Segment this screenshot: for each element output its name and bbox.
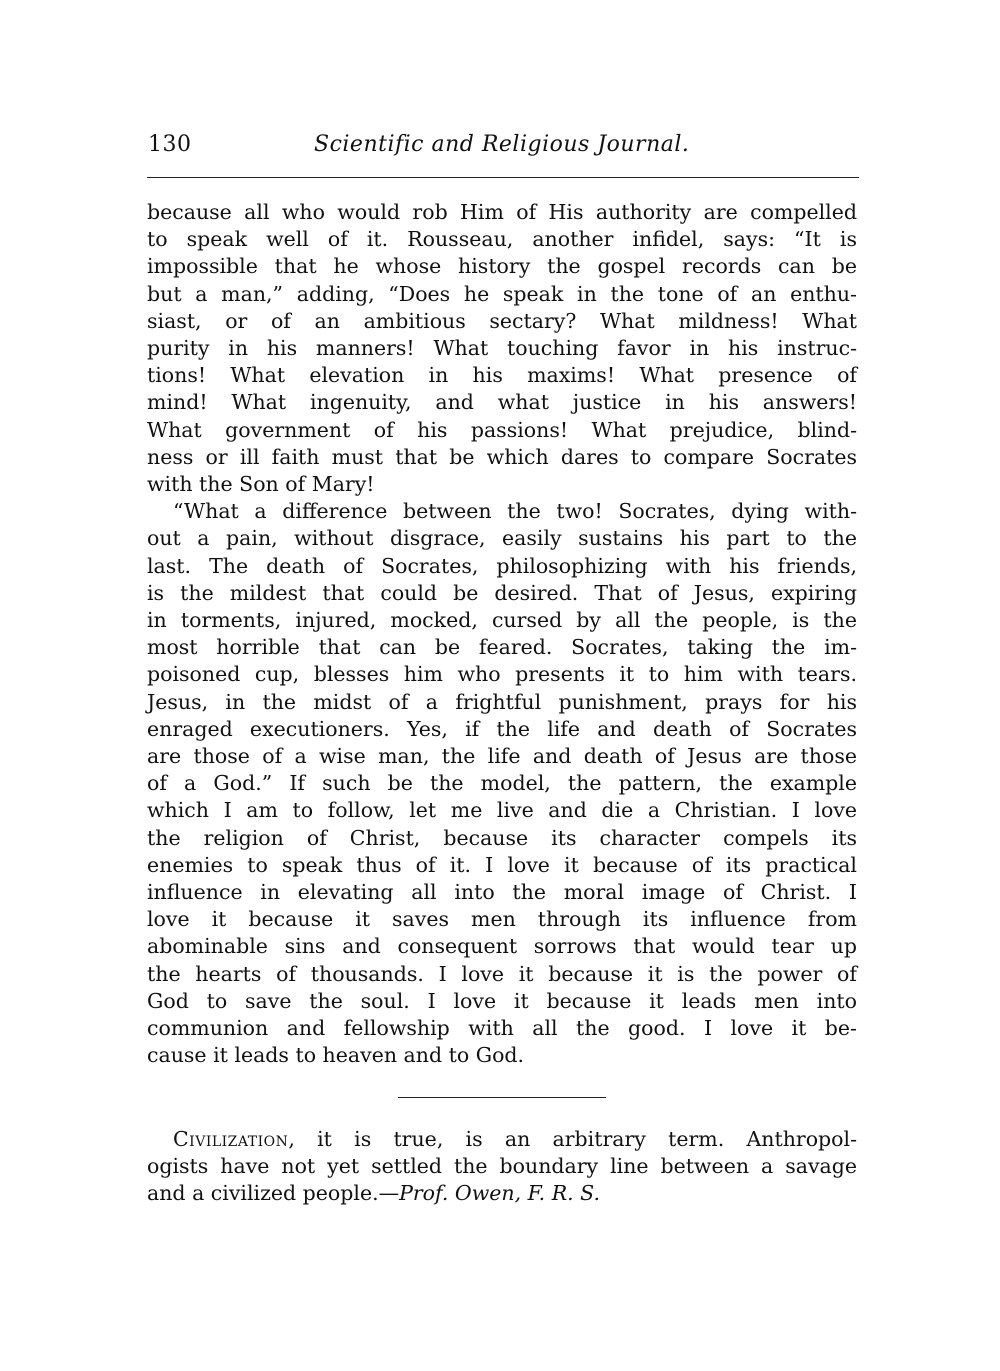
text-line: communion and fellowship with all the good. I love it be- xyxy=(147,1016,857,1041)
text-line: to speak well of it. Rousseau, another infidel, says: “It is xyxy=(147,227,857,252)
text-line: ness or ill faith must that be which dares to compare Socrates xyxy=(147,444,857,469)
text-line: purity in his manners! What touching favor in his instruc- xyxy=(147,336,857,361)
header-rule xyxy=(147,177,859,178)
text-line: because all who would rob Him of His authority are compelled xyxy=(147,200,857,224)
text-line: but a man,” adding, “Does he speak in the tone of an enthu- xyxy=(147,281,857,306)
text-line: with the Son of Mary! xyxy=(147,472,375,497)
running-title: Scientific and Religious Journal. xyxy=(314,132,690,157)
article-body xyxy=(147,199,857,1070)
text-line: which I am to follow, let me live and die a Christian. I love xyxy=(147,798,857,823)
text-line xyxy=(147,1180,857,1207)
text-line xyxy=(147,1126,857,1153)
text-line: God to save the soul. I love it because it leads men into xyxy=(147,988,857,1013)
text-line: of a God.” If such be the model, the pattern, the example xyxy=(147,771,857,796)
text-line: tions! What elevation in his maxims! What presence of xyxy=(147,363,857,388)
text-line: influence in elevating all into the moral image of Christ. I xyxy=(147,880,857,905)
text-line: in torments, injured, mocked, cursed by all the people, is the xyxy=(147,608,857,633)
text-fragment: , it is true, is an arbitrary term. Anthropol- xyxy=(288,1127,857,1151)
page-header xyxy=(148,132,858,166)
text-line: out a pain, without disgrace, easily sustains his part to the xyxy=(147,526,857,551)
text-line: “What a difference between the two! Socrates, dying with- xyxy=(173,499,857,524)
text-line: the religion of Christ, because its character compels its xyxy=(147,825,857,850)
attribution: Prof. Owen, F. R. S. xyxy=(399,1181,600,1206)
text-line: enraged executioners. Yes, if the life and death of Socrates xyxy=(147,716,857,741)
civilization-note xyxy=(147,1126,857,1208)
text-line: What government of his passions! What prejudice, blind- xyxy=(147,417,857,442)
text-line: is the mildest that could be desired. That of Jesus, expiring xyxy=(147,580,857,605)
section-divider xyxy=(398,1097,606,1098)
paragraph-socrates-jesus xyxy=(147,498,857,1069)
text-line: siast, or of an ambitious sectary? What mildness! What xyxy=(147,308,857,333)
text-line: love it because it saves men through its influence from xyxy=(147,907,857,932)
text-line: impossible that he whose history the gospel records can be xyxy=(147,254,857,279)
text-line: the hearts of thousands. I love it because it is the power of xyxy=(147,961,857,986)
text-line: cause it leads to heaven and to God. xyxy=(147,1043,525,1068)
lead-word: Civilization xyxy=(173,1127,289,1151)
text-line: abominable sins and consequent sorrows that would tear up xyxy=(147,934,857,959)
text-line: mind! What ingenuity, and what justice in his answers! xyxy=(147,390,857,415)
page-number: 130 xyxy=(148,132,192,157)
text-line: are those of a wise man, the life and death of Jesus are those xyxy=(147,744,857,769)
text-line: most horrible that can be feared. Socrates, taking the im- xyxy=(147,635,857,660)
text-line: poisoned cup, blesses him who presents it to him with tears. xyxy=(147,662,857,687)
text-line: Jesus, in the midst of a frightful punishment, prays for his xyxy=(147,689,857,714)
text-line: last. The death of Socrates, philosophizing with his friends, xyxy=(147,553,857,578)
paragraph-rousseau-intro xyxy=(147,199,857,498)
text-line: ogists have not yet settled the boundary line between a savage xyxy=(147,1154,857,1179)
text-fragment: and a civilized people.— xyxy=(147,1181,400,1206)
text-line: enemies to speak thus of it. I love it because of its practical xyxy=(147,852,857,877)
